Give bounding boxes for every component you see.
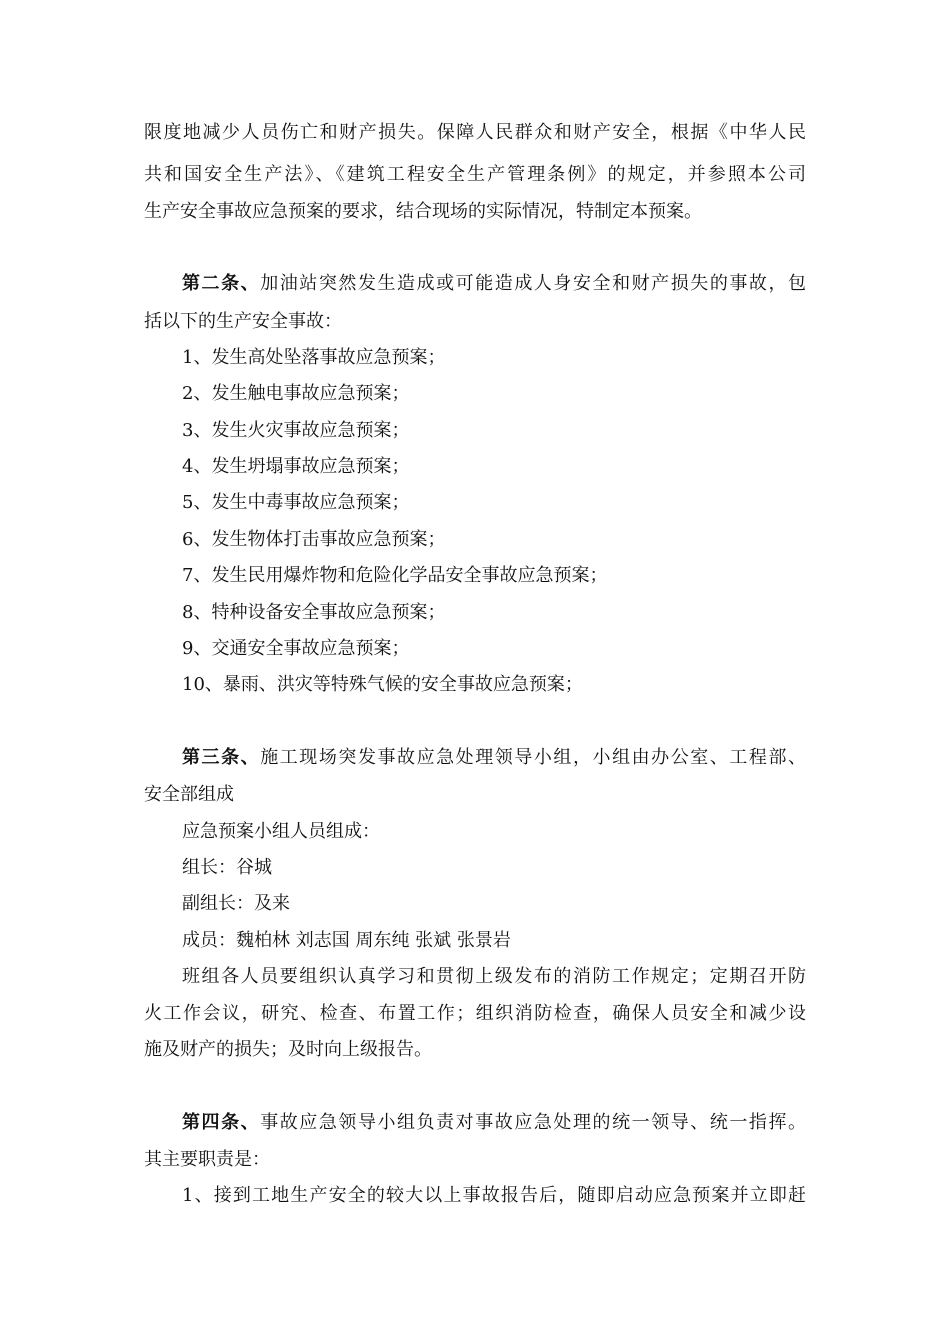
article2-item-3: 3、发生火灾事故应急预案； <box>182 420 410 441</box>
article3-duty-3: 施及财产的损失；及时向上级报告。 <box>144 1039 432 1060</box>
article2-item-9: 9、交通安全事故应急预案； <box>182 638 410 659</box>
article3-duty-1: 班组各人员要组织认真学习和贯彻上级发布的消防工作规定；定期召开防 <box>182 966 806 987</box>
intro-line-1: 限度地减少人员伤亡和财产损失。保障人民群众和财产安全，根据《中华人民 <box>144 122 806 143</box>
intro-line-3: 生产安全事故应急预案的要求，结合现场的实际情况，特制定本预案。 <box>144 201 702 222</box>
article4-line-1 <box>182 1111 806 1135</box>
article3-duty-2: 火工作会议，研究、检查、布置工作；组织消防检查，确保人员安全和减少设 <box>144 1003 806 1024</box>
article3-text-1: 施工现场突发事故应急处理领导小组，小组由办公室、工程部、 <box>260 747 807 768</box>
article3-heading: 第三条、 <box>182 747 261 768</box>
article2-line-2: 括以下的生产安全事故： <box>144 311 342 332</box>
article2-item-7: 7、发生民用爆炸物和危险化学品安全事故应急预案； <box>182 565 608 586</box>
article3-line-1 <box>182 746 806 770</box>
article3-member-3: 副组长：及来 <box>182 893 290 914</box>
article4-heading: 第四条、 <box>182 1112 261 1133</box>
article3-line-2: 安全部组成 <box>144 784 234 805</box>
article2-item-10: 10、暴雨、洪灾等特殊气候的安全事故应急预案； <box>182 674 583 695</box>
article2-item-5: 5、发生中毒事故应急预案； <box>182 492 410 513</box>
article3-member-2: 组长：谷城 <box>182 857 272 878</box>
article2-line-1 <box>182 272 806 296</box>
article2-item-8: 8、特种设备安全事故应急预案； <box>182 602 446 623</box>
article3-member-4: 成员：魏柏林 刘志国 周东纯 张斌 张景岩 <box>182 930 511 951</box>
article4-text-1: 事故应急领导小组负责对事故应急处理的统一领导、统一指挥。 <box>260 1112 807 1133</box>
article2-item-2: 2、发生触电事故应急预案； <box>182 383 410 404</box>
article3-member-1: 应急预案小组人员组成： <box>182 821 380 842</box>
article4-item-1: 1、接到工地生产安全的较大以上事故报告后，随即启动应急预案并立即赶 <box>182 1185 806 1206</box>
article4-line-2: 其主要职责是： <box>144 1149 270 1170</box>
article2-item-6: 6、发生物体打击事故应急预案； <box>182 529 446 550</box>
article2-heading: 第二条、 <box>182 273 261 294</box>
article2-text-1: 加油站突然发生造成或可能造成人身安全和财产损失的事故，包 <box>260 273 807 294</box>
article2-item-4: 4、发生坍塌事故应急预案； <box>182 456 410 477</box>
intro-line-2: 共和国安全生产法》、《建筑工程安全生产管理条例》的规定，并参照本公司 <box>144 164 806 185</box>
article2-item-1: 1、发生高处坠落事故应急预案； <box>182 347 446 368</box>
